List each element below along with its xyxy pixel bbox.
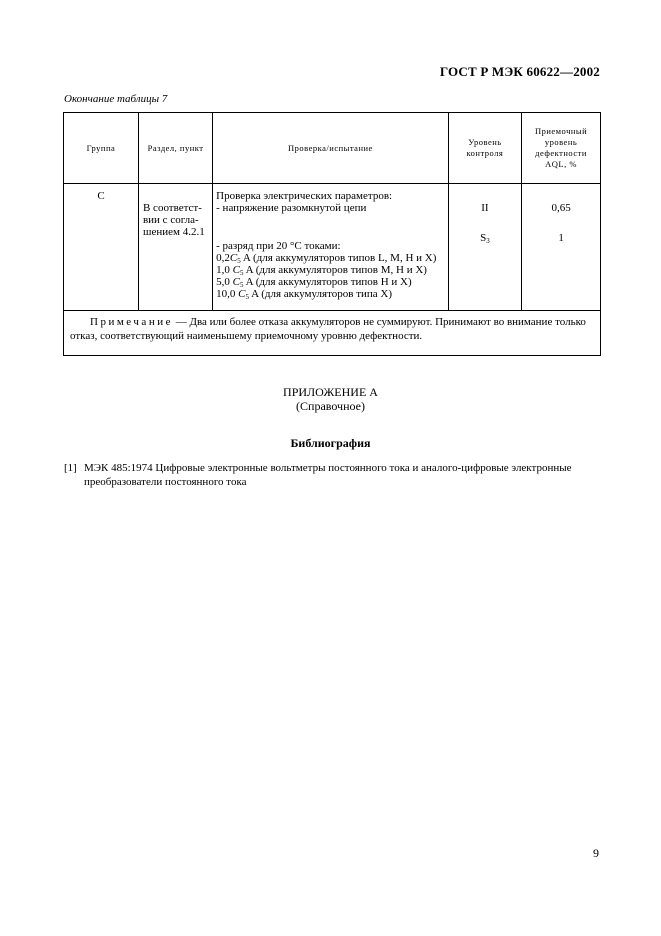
table-note <box>64 311 601 356</box>
check-voltage: - напряжение разомкнутой цепи <box>216 202 367 214</box>
header-group: Группа <box>64 113 139 184</box>
page-number: 9 <box>593 846 599 860</box>
table-7-end <box>63 112 601 356</box>
note-label: Примечание <box>90 316 173 328</box>
current-line-4: 10,0 $C_5$ A (для аккумуляторов типа X) <box>216 288 393 301</box>
current-line-2: 1,0 $C_5$ A (для аккумуляторов типов M, H и X) <box>216 264 427 277</box>
table-caption: Окончание таблицы 7 <box>64 93 168 105</box>
cell-group: C <box>64 184 139 311</box>
header-aql-line2: уровень <box>544 137 578 147</box>
cell-level <box>448 184 521 311</box>
reference-number: [1] <box>64 462 77 474</box>
header-level-line2: контроля <box>466 148 504 158</box>
header-section: Раздел, пункт <box>138 113 212 184</box>
header-check: Проверка/испытание <box>213 113 449 184</box>
header-aql-line1: Приемочный <box>534 126 588 136</box>
spacer <box>216 214 446 240</box>
section-line1: В соответст- <box>142 202 202 214</box>
reference-line1: МЭК 485:1974 Цифровые электронные вольтметры постоянного тока и аналого-цифровые электронные <box>84 462 572 474</box>
table-row <box>64 184 601 311</box>
appendix-title: ПРИЛОЖЕНИЕ А <box>283 385 378 399</box>
spacer <box>522 214 600 232</box>
header-level <box>448 113 521 184</box>
header-aql-line4: AQL, % <box>545 159 577 169</box>
cell-section <box>138 184 212 311</box>
cell-check <box>213 184 449 311</box>
current-line-3: 5,0 $C_5$ A (для аккумуляторов типов H и X) <box>216 276 412 289</box>
aql-voltage: 0,65 <box>551 202 571 214</box>
header-level-line1: Уровень <box>468 137 502 147</box>
bibliography-title: Библиография <box>290 436 371 450</box>
current-line-1: $0,2C_5$ A (для аккумуляторов типов L, M, H и X) <box>216 252 437 265</box>
aql-discharge: 1 <box>558 232 564 244</box>
document-header: ГОСТ Р МЭК 60622—2002 <box>439 64 600 79</box>
reference-line2: преобразователи постоянного тока <box>84 476 247 488</box>
appendix-subtitle: (Справочное) <box>296 399 365 413</box>
level-discharge: $S_3$ <box>480 232 490 245</box>
check-title: Проверка электрических параметров: <box>216 190 393 202</box>
header-aql-line3: дефектности <box>535 148 587 158</box>
section-line2: вии с согла- <box>142 214 199 226</box>
bibliography-item <box>64 461 601 489</box>
spacer <box>449 214 521 232</box>
cell-aql <box>522 184 601 311</box>
section-line3: шением 4.2.1 <box>142 226 205 238</box>
level-voltage: II <box>481 202 489 214</box>
header-aql <box>522 113 601 184</box>
note-text: — Два или более отказа аккумуляторов не суммируют. Принимают во внимание только отказ, соответствующий наименьшему приемочному уровню дефектности. <box>70 316 586 342</box>
check-discharge: - разряд при 20 °C токами: <box>216 240 341 252</box>
table-header-row <box>64 113 601 184</box>
table-note-row <box>64 311 601 356</box>
appendix-heading <box>0 385 661 413</box>
